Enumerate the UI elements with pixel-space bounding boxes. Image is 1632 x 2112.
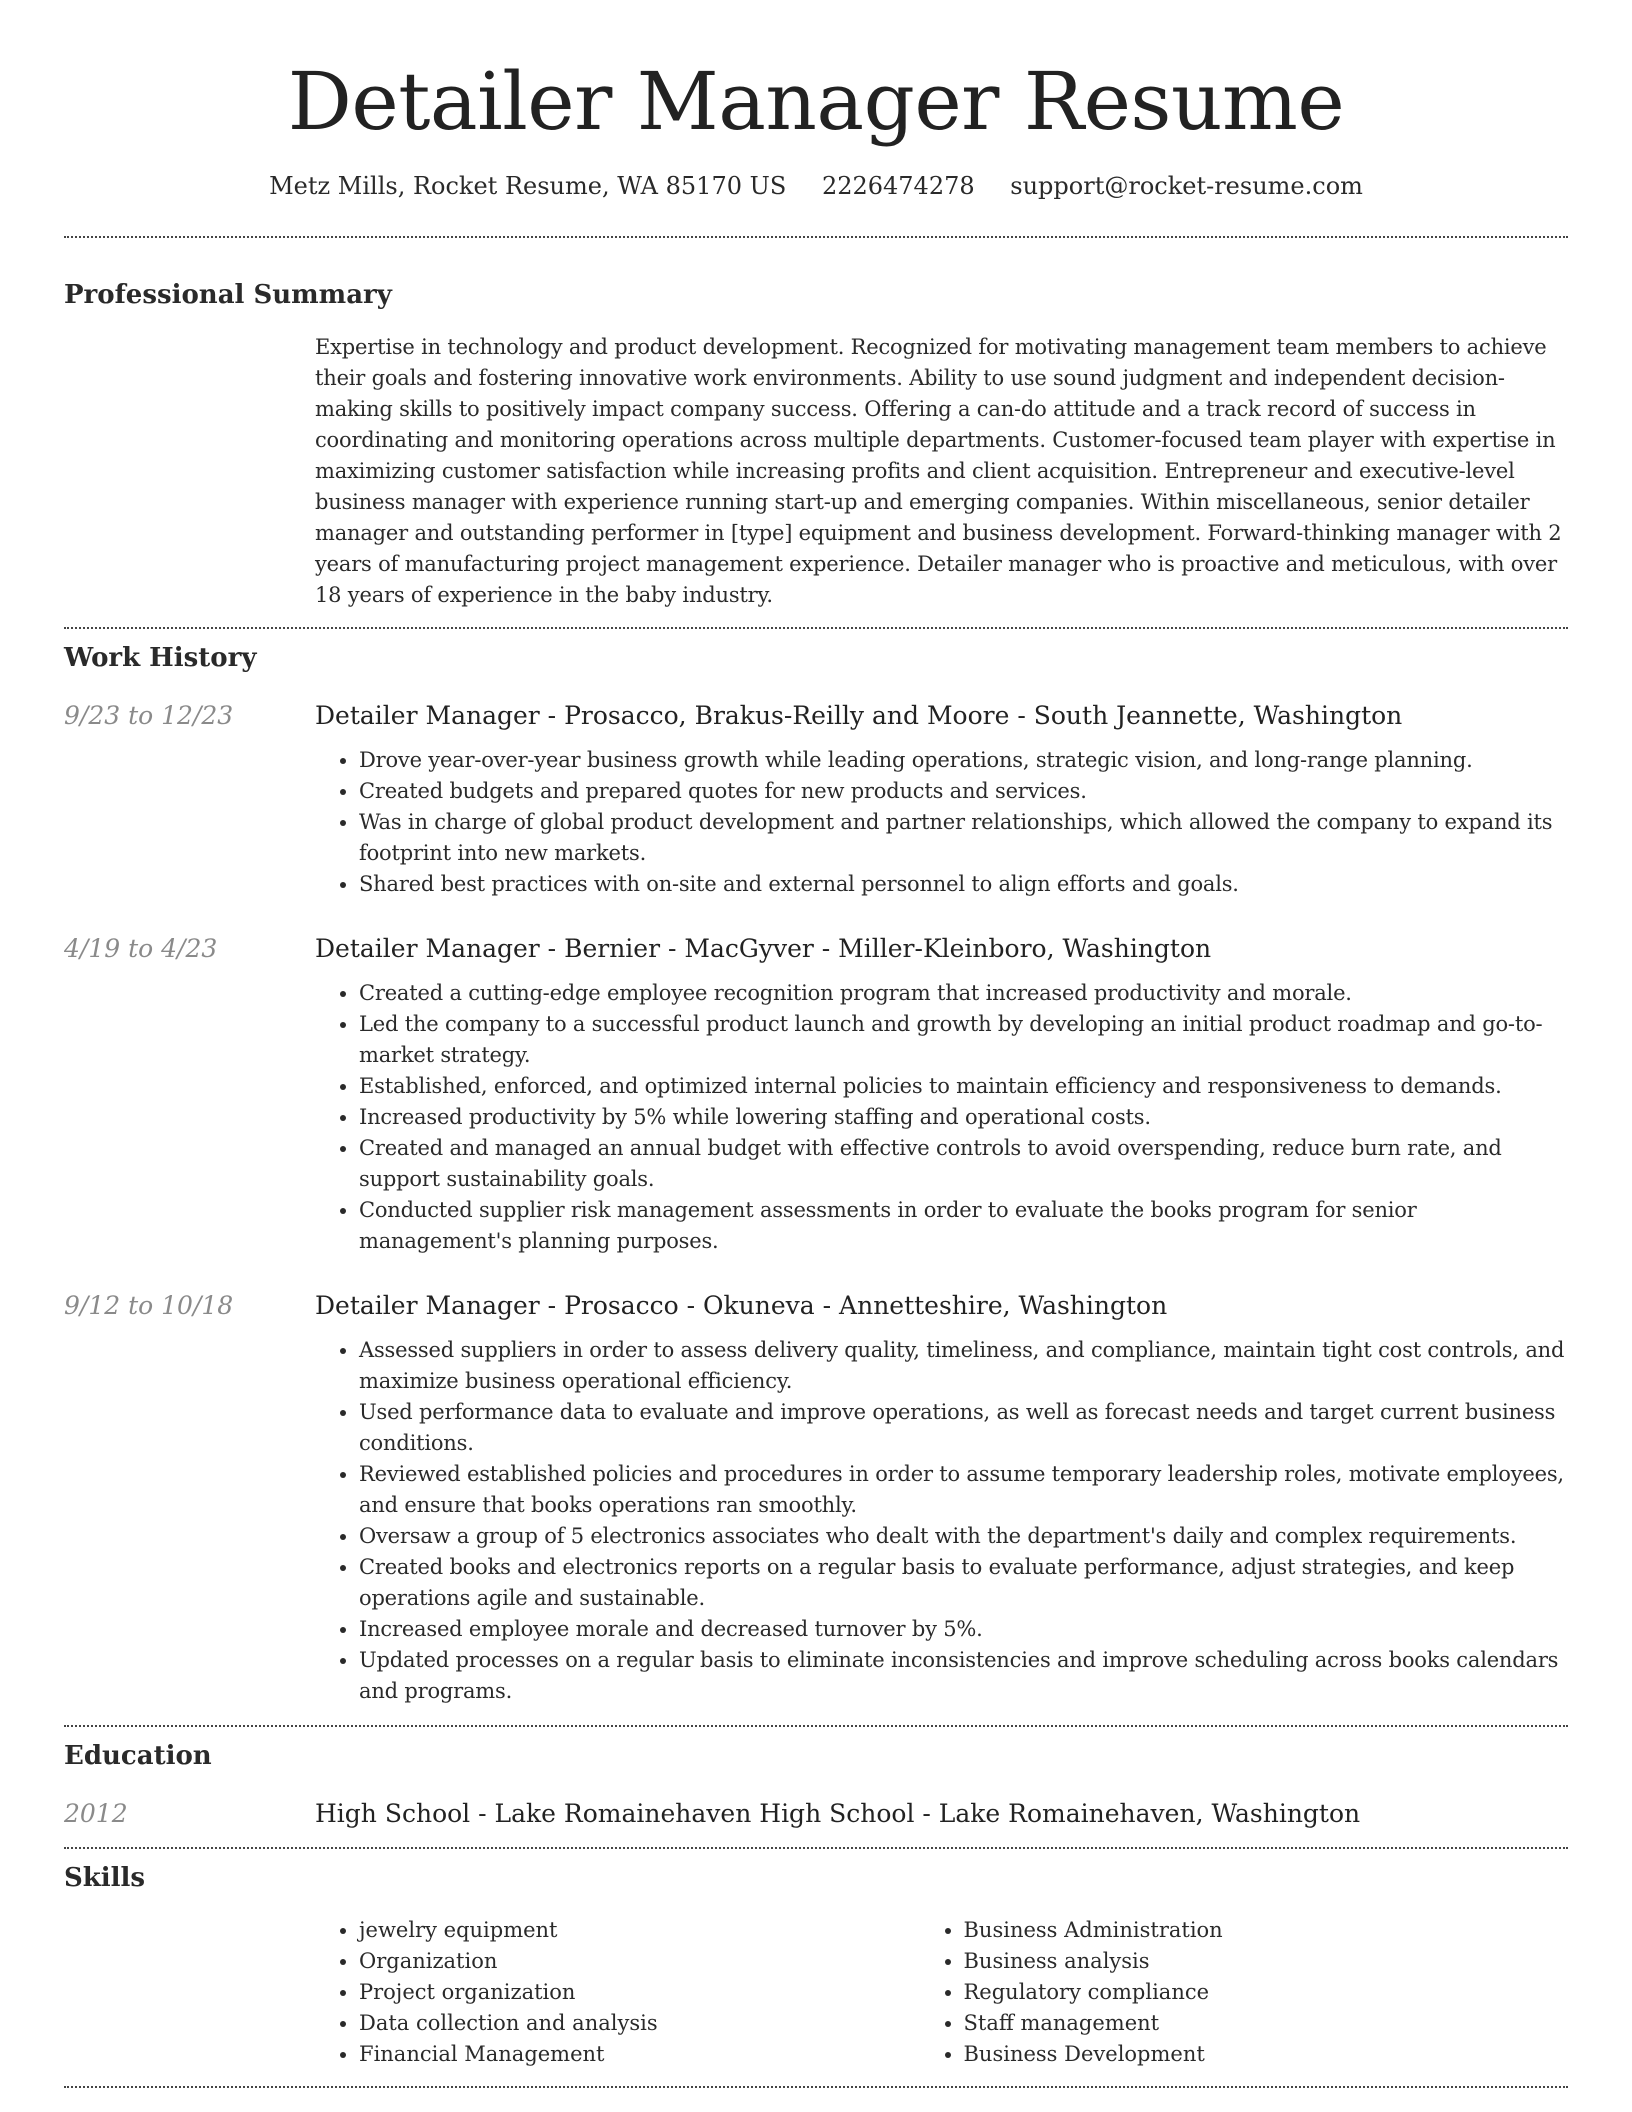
divider [64,1847,1568,1849]
job-bullet: • Led the company to a successful product launch and growth by developing an initial product roadmap and go-to-market strategy. [359,1009,1568,1071]
job-bullet: • Created a cutting-edge employee recognition program that increased productivity and morale. [359,978,1568,1009]
job-bullet: • Created budgets and prepared quotes for new products and services. [359,776,1568,807]
skill-item: • Business Development [964,2039,1569,2070]
section-title-summary: Professional Summary [64,280,392,310]
divider [64,2086,1568,2088]
job-entry [64,1289,1568,1707]
job-bullet: • Increased productivity by 5% while lowering staffing and operational costs. [359,1102,1568,1133]
skill-item: • jewelry equipment [359,1915,964,1946]
contact-line [64,170,1568,202]
job-bullet: • Drove year-over-year business growth while leading operations, strategic vision, and long-range planning. [359,745,1568,776]
divider [64,627,1568,629]
skill-item: • Data collection and analysis [359,2008,964,2039]
resume-title: Detailer Manager Resume [287,55,1345,148]
job-detail [315,699,1568,900]
contact-email: support@rocket-resume.com [1010,172,1363,200]
contact-address: Metz Mills, Rocket Resume, WA 85170 US [269,172,787,200]
skill-item: • Business analysis [964,1946,1569,1977]
education-entry [64,1797,1568,1831]
job-heading: Detailer Manager - Bernier - MacGyver - Miller-Kleinboro, Washington [315,934,1212,963]
skills-list [315,1915,1568,2070]
job-detail [315,932,1568,1257]
skill-item: • Project organization [359,1977,964,2008]
job-entry [64,932,1568,1257]
job-bullet: • Shared best practices with on-site and external personnel to align efforts and goals. [359,869,1568,900]
job-detail [315,1289,1568,1707]
job-bullets [359,745,1568,900]
skills-column-left [359,1915,964,2070]
job-heading: Detailer Manager - Prosacco, Brakus-Reilly and Moore - South Jeannette, Washington [315,701,1403,730]
skill-item: • Financial Management [359,2039,964,2070]
divider [64,236,1568,238]
job-entry [64,699,1568,900]
divider [64,1725,1568,1727]
job-bullet: • Updated processes on a regular basis to eliminate inconsistencies and improve scheduling across books calendars and programs. [359,1645,1568,1707]
job-date: 9/23 to 12/23 [64,701,234,730]
skill-item: • Regulatory compliance [964,1977,1569,2008]
job-bullet: • Reviewed established policies and procedures in order to assume temporary leadership roles, motivate employees, and ensure that books operations ran smoothly. [359,1459,1568,1521]
skills-column-right [964,1915,1569,2070]
job-bullets [359,1335,1568,1707]
resume-header [64,0,1568,202]
education-heading: High School - Lake Romainehaven High School - Lake Romainehaven, Washington [315,1799,1361,1828]
education-date: 2012 [64,1799,128,1828]
section-title-education: Education [64,1741,212,1771]
job-bullets [359,978,1568,1257]
skill-item: • Business Administration [964,1915,1569,1946]
job-bullet: • Created books and electronics reports on a regular basis to evaluate performance, adjust strategies, and keep operations agile and sustainable. [359,1552,1568,1614]
job-heading: Detailer Manager - Prosacco - Okuneva - Annetteshire, Washington [315,1291,1168,1320]
job-bullet: • Used performance data to evaluate and improve operations, as well as forecast needs and target current business conditions. [359,1397,1568,1459]
job-bullet: • Assessed suppliers in order to assess delivery quality, timeliness, and compliance, maintain tight cost controls, and maximize business operational efficiency. [359,1335,1568,1397]
job-date: 4/19 to 4/23 [64,934,218,963]
contact-phone: 2226474278 [821,172,975,200]
job-bullet: • Established, enforced, and optimized internal policies to maintain efficiency and responsiveness to demands. [359,1071,1568,1102]
skill-item: • Staff management [964,2008,1569,2039]
job-bullet: • Created and managed an annual budget with effective controls to avoid overspending, reduce burn rate, and support sustainability goals. [359,1133,1568,1195]
section-title-skills: Skills [64,1863,146,1893]
section-title-work-history: Work History [64,643,257,673]
job-bullet: • Was in charge of global product development and partner relationships, which allowed the company to expand its footprint into new markets. [359,807,1568,869]
job-date: 9/12 to 10/18 [64,1291,234,1320]
job-bullet: • Conducted supplier risk management assessments in order to evaluate the books program for senior management's planning purposes. [359,1195,1568,1257]
job-bullet: • Increased employee morale and decreased turnover by 5%. [359,1614,1568,1645]
skill-item: • Organization [359,1946,964,1977]
summary-text: Expertise in technology and product development. Recognized for motivating management team members to achieve their goals and fostering innovative work environments. Ability to use sound judgment and independent decision-making skills to positively impact company success. Offering a can-do attitude and a track record of success in coordinating and monitoring operations across multiple departments. Customer-focused team player with expertise in maximizing customer satisfaction while increasing profits and client acquisition. Entrepreneur and executive-level business manager with experience running start-up and emerging companies. Within miscellaneous, senior detailer manager and outstanding performer in [type] equipment and business development. Forward-thinking manager with 2 years of manufacturing project management experience. Detailer manager who is proactive and meticulous, with over 18 years of experience in the baby industry. [315,335,1562,607]
job-bullet: • Oversaw a group of 5 electronics associates who dealt with the department's daily and complex requirements. [359,1521,1568,1552]
